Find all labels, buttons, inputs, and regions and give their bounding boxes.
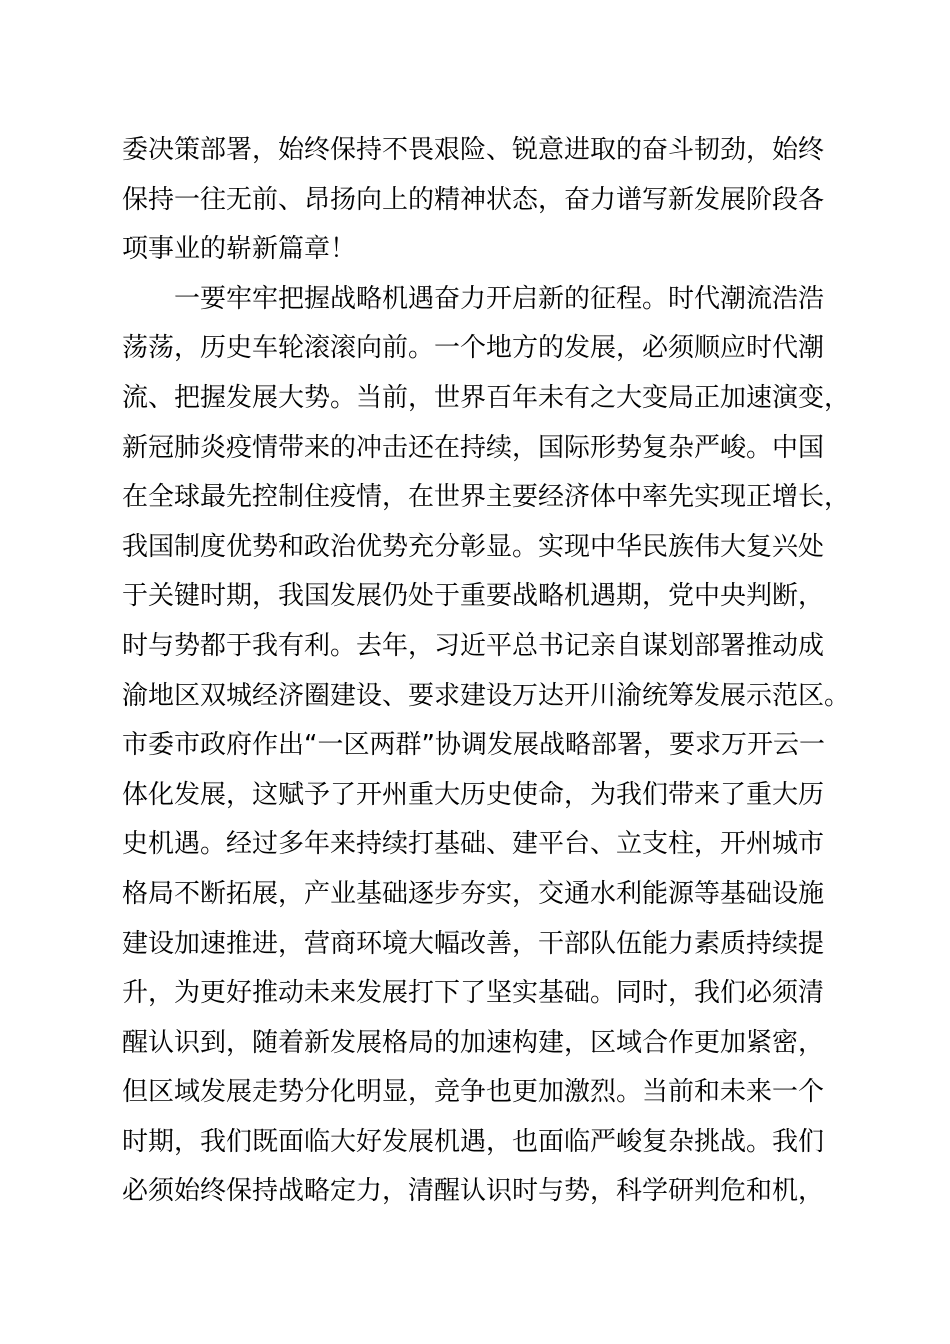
text-line: 新冠肺炎疫情带来的冲击还在持续，国际形势复杂严峻。中国 — [122, 432, 825, 463]
text-line: 流、把握发展大势。当前，世界百年未有之大变局正加速演变， — [122, 382, 851, 413]
text-line: 时期，我们既面临大好发展机遇，也面临严峻复杂挑战。我们 — [122, 1126, 825, 1157]
body-text — [122, 126, 862, 1217]
text-line: 市委市政府作出“一区两群”协调发展战略部署，要求万开云一 — [122, 730, 825, 761]
text-line: 我国制度优势和政治优势充分彰显。实现中华民族伟大复兴处 — [122, 531, 825, 562]
text-line: 体化发展，这赋予了开州重大历史使命，为我们带来了重大历 — [122, 779, 825, 810]
text-line: 醒认识到，随着新发展格局的加速构建，区域合作更加紧密， — [122, 1027, 825, 1058]
text-line: 项事业的崭新篇章！ — [122, 234, 357, 265]
paragraph-first-line: 一要牢牢把握战略机遇奋力开启新的征程。时代潮流浩浩 — [174, 283, 825, 314]
text-line: 时与势都于我有利。去年，习近平总书记亲自谋划部署推动成 — [122, 630, 825, 661]
text-line: 必须始终保持战略定力，清醒认识时与势，科学研判危和机， — [122, 1176, 825, 1207]
text-line: 格局不断拓展，产业基础逐步夯实，交通水利能源等基础设施 — [122, 878, 825, 909]
text-line: 于关键时期，我国发展仍处于重要战略机遇期，党中央判断， — [122, 581, 825, 612]
text-line: 保持一往无前、昂扬向上的精神状态，奋力谱写新发展阶段各 — [122, 184, 825, 215]
text-line: 委决策部署，始终保持不畏艰险、锐意进取的奋斗韧劲，始终 — [122, 135, 825, 165]
text-line: 升，为更好推动未来发展打下了坚实基础。同时，我们必须清 — [122, 978, 825, 1009]
text-line: 荡荡，历史车轮滚滚向前。一个地方的发展，必须顺应时代潮 — [122, 333, 825, 364]
text-line: 建设加速推进，营商环境大幅改善，干部队伍能力素质持续提 — [122, 928, 825, 959]
text-line: 在全球最先控制住疫情，在世界主要经济体中率先实现正增长， — [122, 482, 851, 513]
text-line: 渝地区双城经济圈建设、要求建设万达开川渝统筹发展示范区。 — [122, 680, 851, 711]
text-line: 史机遇。经过多年来持续打基础、建平台、立支柱，开州城市 — [122, 829, 825, 860]
text-line: 但区域发展走势分化明显，竞争也更加激烈。当前和未来一个 — [122, 1077, 825, 1108]
